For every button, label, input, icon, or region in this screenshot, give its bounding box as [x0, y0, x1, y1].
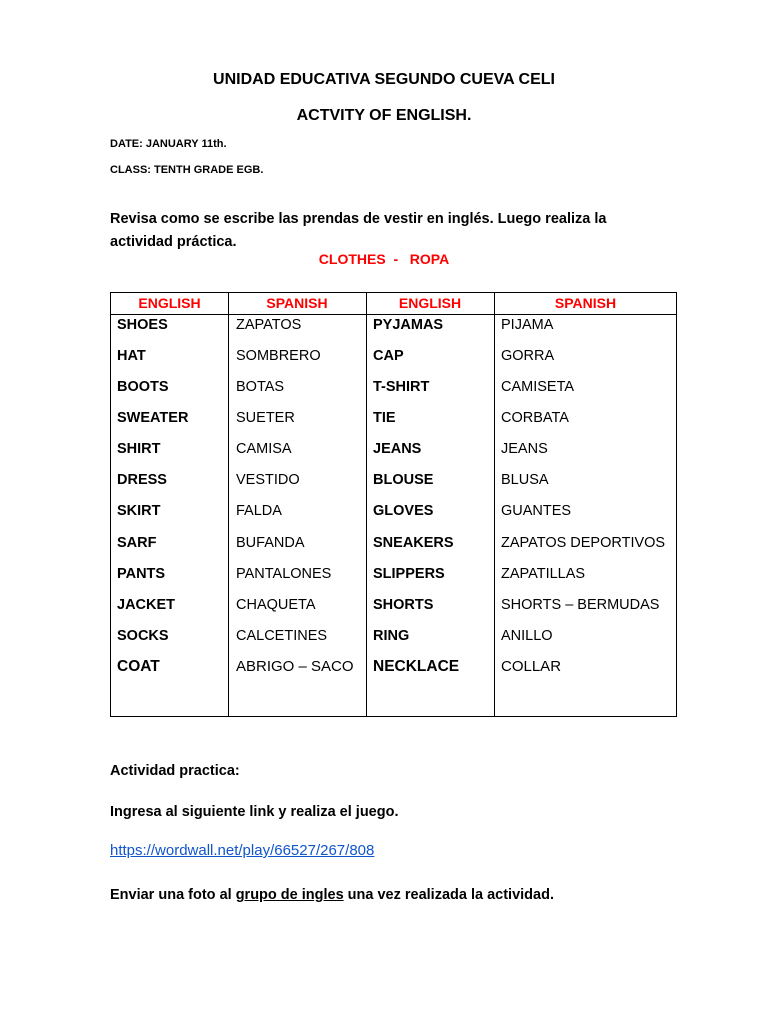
document-subtitle: ACTVITY OF ENGLISH. — [296, 107, 472, 124]
english-word: SLIPPERS — [373, 566, 445, 582]
spanish-word: ABRIGO – SACO — [236, 658, 354, 675]
english-word: COAT — [117, 658, 160, 675]
spanish-word: BOTAS — [236, 379, 285, 395]
english-word: GLOVES — [373, 503, 434, 519]
english-word: SHOES — [117, 317, 168, 333]
table-row — [111, 533, 676, 564]
spanish-word: BUFANDA — [236, 535, 305, 551]
english-word: BOOTS — [117, 379, 169, 395]
english-word: DRESS — [117, 472, 167, 488]
spanish-word: BLUSA — [501, 472, 549, 488]
spanish-word: CAMISETA — [501, 379, 575, 395]
table-row — [111, 346, 676, 377]
header-english-2: ENGLISH — [398, 295, 462, 311]
spanish-word: CHAQUETA — [236, 597, 316, 613]
english-word: SHIRT — [117, 441, 161, 457]
send-prefix: Enviar una foto al — [110, 887, 236, 903]
spanish-word: JEANS — [501, 441, 548, 457]
spanish-word: SHORTS – BERMUDAS — [501, 597, 660, 613]
spanish-word: ZAPATILLAS — [501, 566, 586, 582]
spanish-word: FALDA — [236, 503, 282, 519]
table-row — [111, 626, 676, 657]
english-word: JEANS — [373, 441, 422, 457]
vocabulary-table — [110, 292, 677, 717]
english-word: NECKLACE — [373, 658, 460, 675]
english-word: CAP — [373, 348, 404, 364]
table-row — [111, 501, 676, 532]
english-word: HAT — [117, 348, 146, 364]
english-group-text: grupo de ingles — [235, 887, 344, 903]
table-row — [111, 564, 676, 595]
english-word: RING — [373, 628, 410, 644]
table-row — [111, 408, 676, 439]
spanish-word: PANTALONES — [236, 566, 332, 582]
english-word: TIE — [373, 410, 396, 426]
spanish-word: CALCETINES — [236, 628, 328, 644]
spanish-word: ANILLO — [501, 628, 553, 644]
spanish-word: CAMISA — [236, 441, 292, 457]
english-word: SKIRT — [117, 503, 161, 519]
table-row — [111, 470, 676, 501]
english-word: SARF — [117, 535, 157, 551]
activity-link[interactable]: https://wordwall.net/play/66527/267/808 — [110, 842, 375, 859]
table-row — [111, 439, 676, 470]
spanish-word: SOMBRERO — [236, 348, 321, 364]
english-word: SOCKS — [117, 628, 169, 644]
spanish-word: COLLAR — [501, 658, 562, 675]
spanish-word: ZAPATOS DEPORTIVOS — [501, 535, 666, 551]
spanish-word: PIJAMA — [501, 317, 554, 333]
table-row — [111, 315, 676, 346]
header-english-1: ENGLISH — [138, 295, 201, 311]
date-line: DATE: JANUARY 11th. — [110, 138, 227, 150]
instructions-paragraph: Revisa como se escribe las prendas de vestir en inglés. Luego realiza la actividad práctica. — [110, 211, 607, 250]
english-word: PANTS — [117, 566, 166, 582]
table-row — [111, 657, 676, 688]
spanish-word: VESTIDO — [236, 472, 300, 488]
english-word: SNEAKERS — [373, 535, 454, 551]
spanish-word: GORRA — [501, 348, 555, 364]
class-line: CLASS: TENTH GRADE EGB. — [110, 164, 264, 176]
spanish-word: ZAPATOS — [236, 317, 302, 333]
document-title: UNIDAD EDUCATIVA SEGUNDO CUEVA CELI — [213, 71, 555, 88]
header-spanish-1: SPANISH — [266, 295, 328, 311]
english-word: T-SHIRT — [373, 379, 430, 395]
header-spanish-2: SPANISH — [554, 295, 617, 311]
send-photo-instruction — [110, 884, 670, 907]
english-word: BLOUSE — [373, 472, 434, 488]
english-word: JACKET — [117, 597, 176, 613]
activity-heading: Actividad practica: — [110, 763, 240, 779]
send-suffix: una vez realizada la actividad. — [343, 887, 554, 903]
spanish-word: CORBATA — [501, 410, 569, 426]
section-title: CLOTHES - ROPA — [318, 251, 450, 267]
english-word: SWEATER — [117, 410, 189, 426]
english-word: SHORTS — [373, 597, 434, 613]
table-row — [111, 595, 676, 626]
table-row — [111, 377, 676, 408]
spanish-word: GUANTES — [501, 503, 572, 519]
spanish-word: SUETER — [236, 410, 295, 426]
activity-instruction: Ingresa al siguiente link y realiza el juego. — [110, 804, 399, 820]
english-word: PYJAMAS — [373, 317, 444, 333]
